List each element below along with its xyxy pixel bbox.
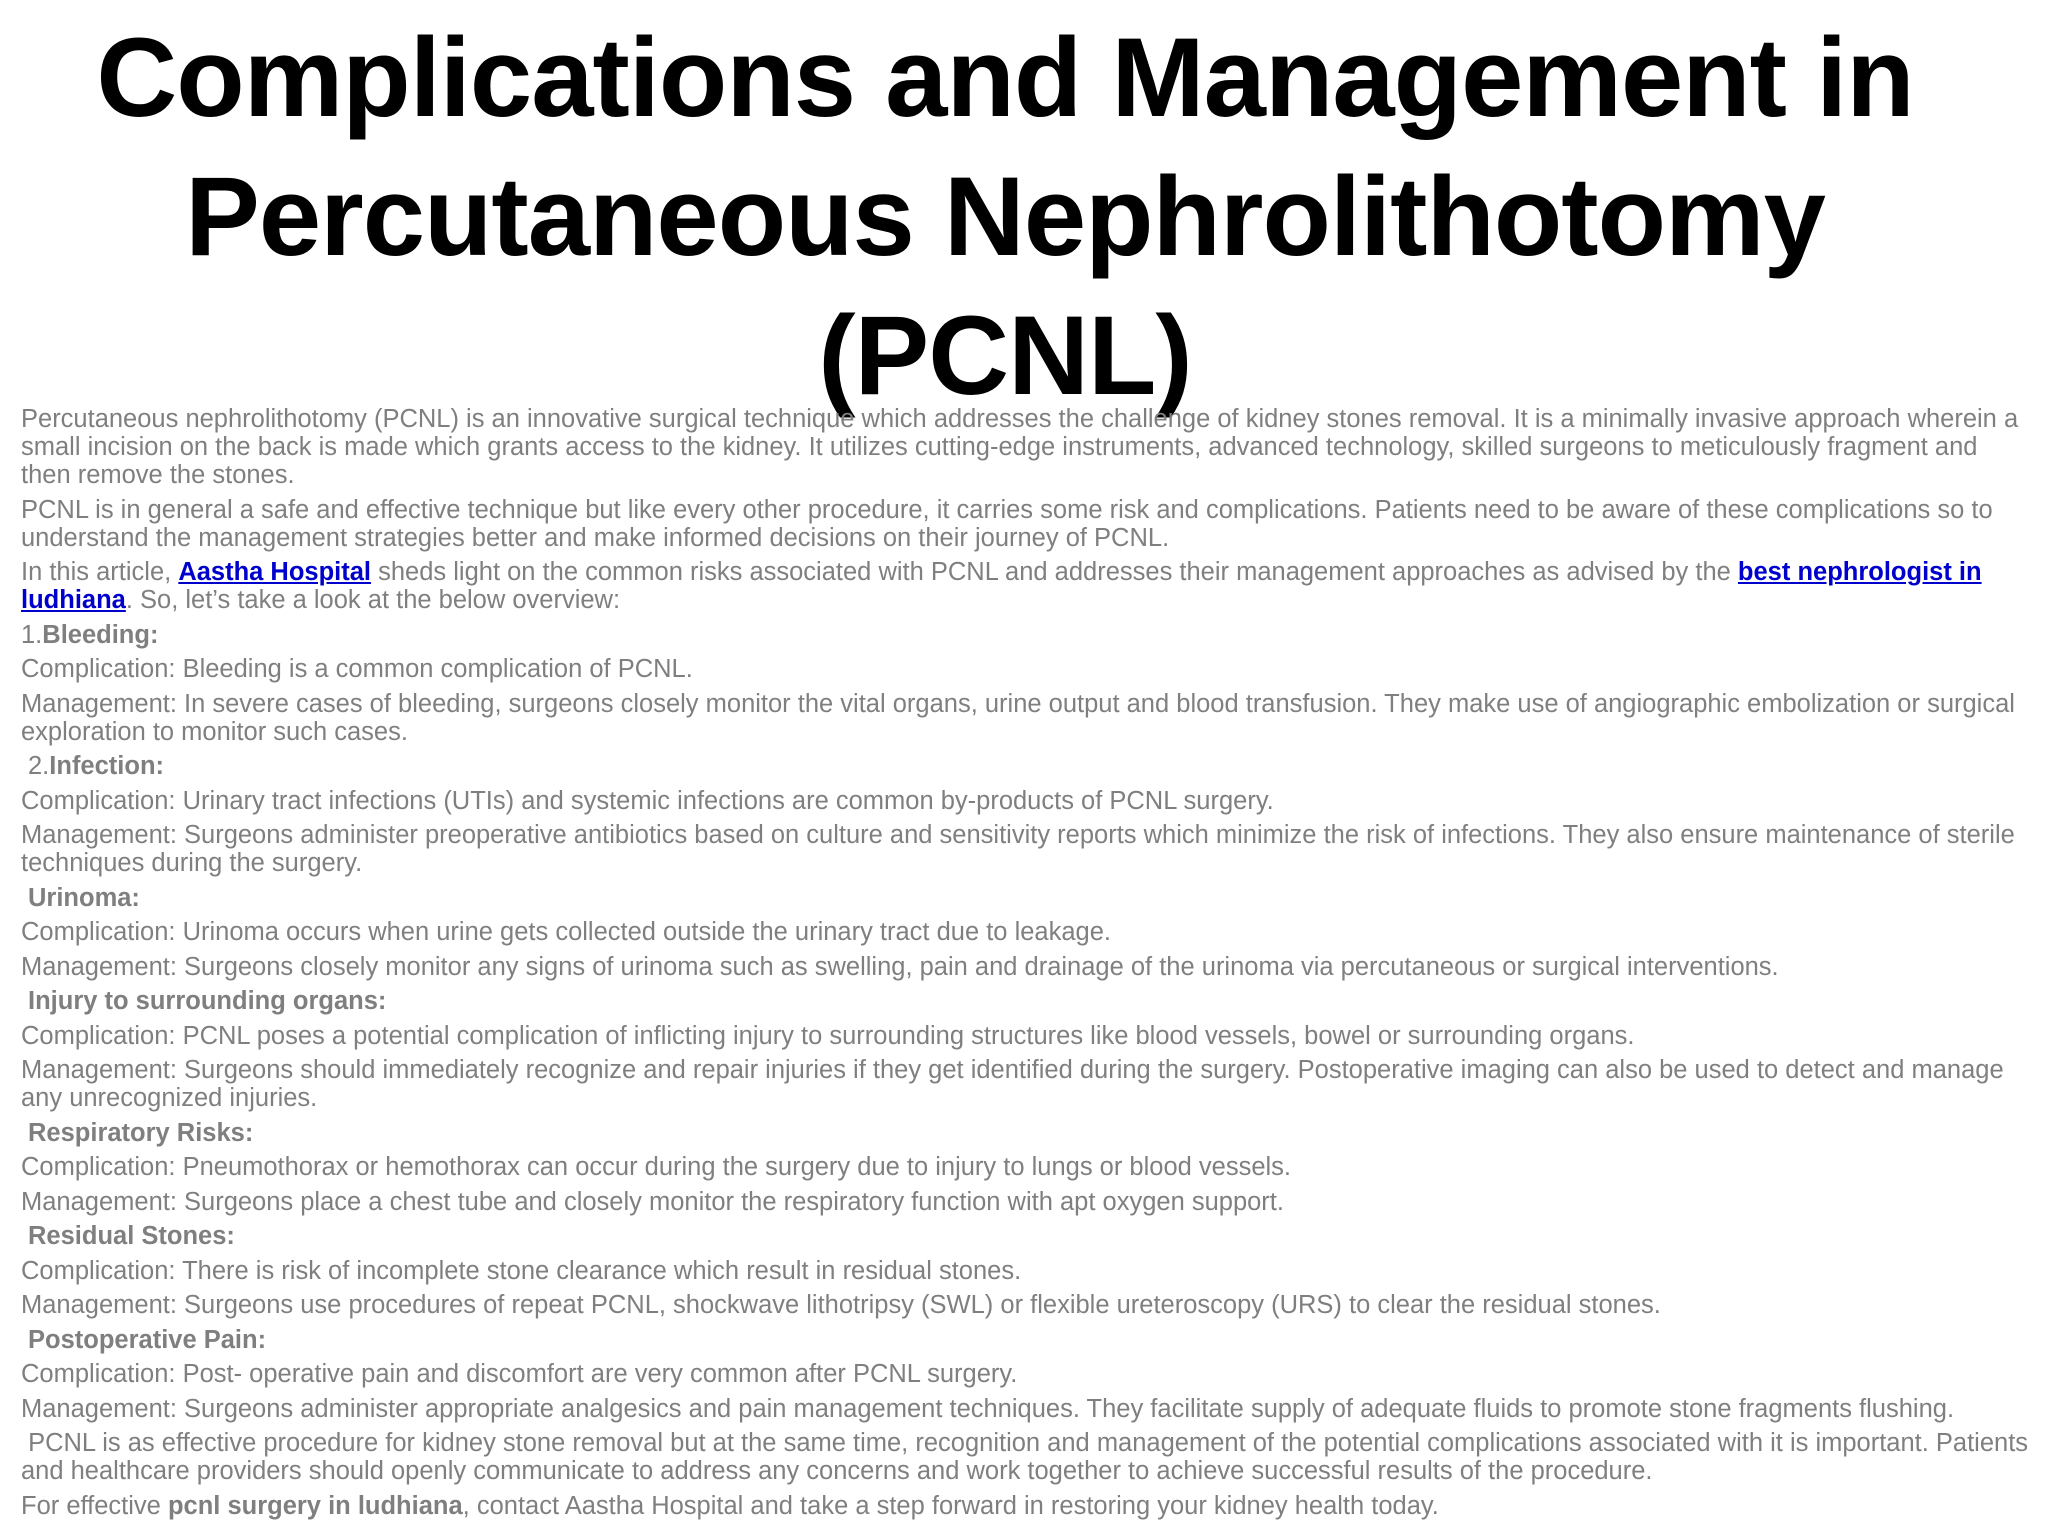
complication-text: Complication: Urinoma occurs when urine gets collected outside the urinary tract due to leakage. <box>21 918 1111 946</box>
section-heading-injury <box>21 987 2031 1015</box>
section-number: 2. <box>28 752 50 780</box>
management-text: Management: Surgeons closely monitor any signs of urinoma such as swelling, pain and drainage of the urinoma via percutaneous or surgical interventions. <box>21 952 1779 981</box>
aastha-hospital-link[interactable]: Aastha Hospital <box>178 558 372 586</box>
section-heading-respiratory <box>21 1119 2031 1147</box>
intro-paragraph-1: Percutaneous nephrolithotomy (PCNL) is an innovative surgical technique which addresses the challenge of kidney stones removal. It is a minimally invasive approach wherein a small incision on the back is made which grants access to the kidney. It utilizes cutting-edge instruments, advanced technology, skilled surgeons to meticulously fragment and then remove the stones. <box>21 405 2019 489</box>
complication-text: Complication: Bleeding is a common complication of PCNL. <box>21 655 693 683</box>
section-number: 1. <box>21 620 43 649</box>
intro-text-c: . So, let’s take a look at the below overview: <box>125 586 621 614</box>
complication-text: Complication: Post- operative pain and discomfort are very common after PCNL surgery. <box>21 1360 1018 1388</box>
title-line-1: Complications and Management in <box>96 15 1914 140</box>
section-heading-text: Infection: <box>49 752 165 780</box>
section-heading-residual-stones <box>21 1222 2031 1250</box>
management-text: Management: Surgeons use procedures of repeat PCNL, shockwave lithotripsy (SWL) or flexible ureteroscopy (URS) to clear the residual stones. <box>21 1291 1661 1319</box>
section-heading-urinoma <box>21 884 2031 912</box>
section-heading-text: Bleeding: <box>42 620 159 649</box>
section-heading-bleeding <box>21 621 2031 649</box>
intro-text-b: sheds light on the common risks associated with PCNL and addresses their management approaches as advised by the <box>371 558 1738 586</box>
page-title <box>0 8 2010 425</box>
section-heading-text: Residual Stones: <box>28 1222 235 1250</box>
title-line-2: Percutaneous Nephrolithotomy <box>185 154 1825 279</box>
intro-paragraph-2: PCNL is in general a safe and effective technique but like every other procedure, it carries some risk and complications. Patients need to be aware of these complications so to understand the management strategies better and make informed decisions on their journey of PCNL. <box>21 495 1993 552</box>
management-text: Management: Surgeons administer preoperative antibiotics based on culture and sensitivity reports which minimize the risk of infections. They also ensure maintenance of sterile techniques during the surgery. <box>21 821 2015 877</box>
pcnl-surgery-keyword: pcnl surgery in ludhiana <box>167 1491 463 1520</box>
conclusion-text-b: , contact Aastha Hospital and take a step forward in restoring your kidney health today. <box>462 1491 1439 1520</box>
title-line-3: (PCNL) <box>818 293 1192 418</box>
article-body <box>21 405 2031 1526</box>
management-text: Management: Surgeons place a chest tube and closely monitor the respiratory function with apt oxygen support. <box>21 1187 1284 1216</box>
section-heading-postoperative-pain <box>21 1326 2031 1354</box>
complication-text: Complication: Urinary tract infections (UTIs) and systemic infections are common by-products of PCNL surgery. <box>21 786 1274 815</box>
management-text: Management: Surgeons administer appropriate analgesics and pain management techniques. They facilitate supply of adequate fluids to promote stone fragments flushing. <box>21 1394 1955 1423</box>
section-heading-text: Urinoma: <box>28 883 140 912</box>
management-text: Management: Surgeons should immediately recognize and repair injuries if they get identified during the surgery. Postoperative imaging can also be used to detect and manage any unrecognized injuries. <box>21 1056 2004 1112</box>
management-text: Management: In severe cases of bleeding, surgeons closely monitor the vital organs, urine output and blood transfusion. They make use of angiographic embolization or surgical exploration to monitor such cases. <box>21 689 2015 746</box>
intro-paragraph-3 <box>21 558 2031 614</box>
section-heading-text: Injury to surrounding organs: <box>28 987 387 1015</box>
section-heading-infection <box>21 752 2031 780</box>
complication-text: Complication: Pneumothorax or hemothorax can occur during the surgery due to injury to lungs or blood vessels. <box>21 1153 1292 1181</box>
complication-text: Complication: PCNL poses a potential complication of inflicting injury to surrounding structures like blood vessels, bowel or surrounding organs. <box>21 1021 1635 1050</box>
conclusion-paragraph-2 <box>21 1492 2031 1520</box>
complication-text: Complication: There is risk of incomplete stone clearance which result in residual stones. <box>21 1256 1022 1285</box>
section-heading-text: Respiratory Risks: <box>28 1118 254 1147</box>
intro-text-a: In this article, <box>21 558 179 586</box>
conclusion-text-a: For effective <box>21 1491 168 1520</box>
best-nephrologist-link[interactable]: best nephrologist in ludhiana <box>21 558 1982 614</box>
conclusion-text: PCNL is as effective procedure for kidney stone removal but at the same time, recognition and management of the potential complications associated with it is important. Patients and healthcare providers should openly communicate to address any concerns and work together to achieve successful results of the procedure. <box>21 1429 2029 1485</box>
conclusion-paragraph-1 <box>21 1429 2031 1485</box>
section-heading-text: Postoperative Pain: <box>28 1325 267 1354</box>
